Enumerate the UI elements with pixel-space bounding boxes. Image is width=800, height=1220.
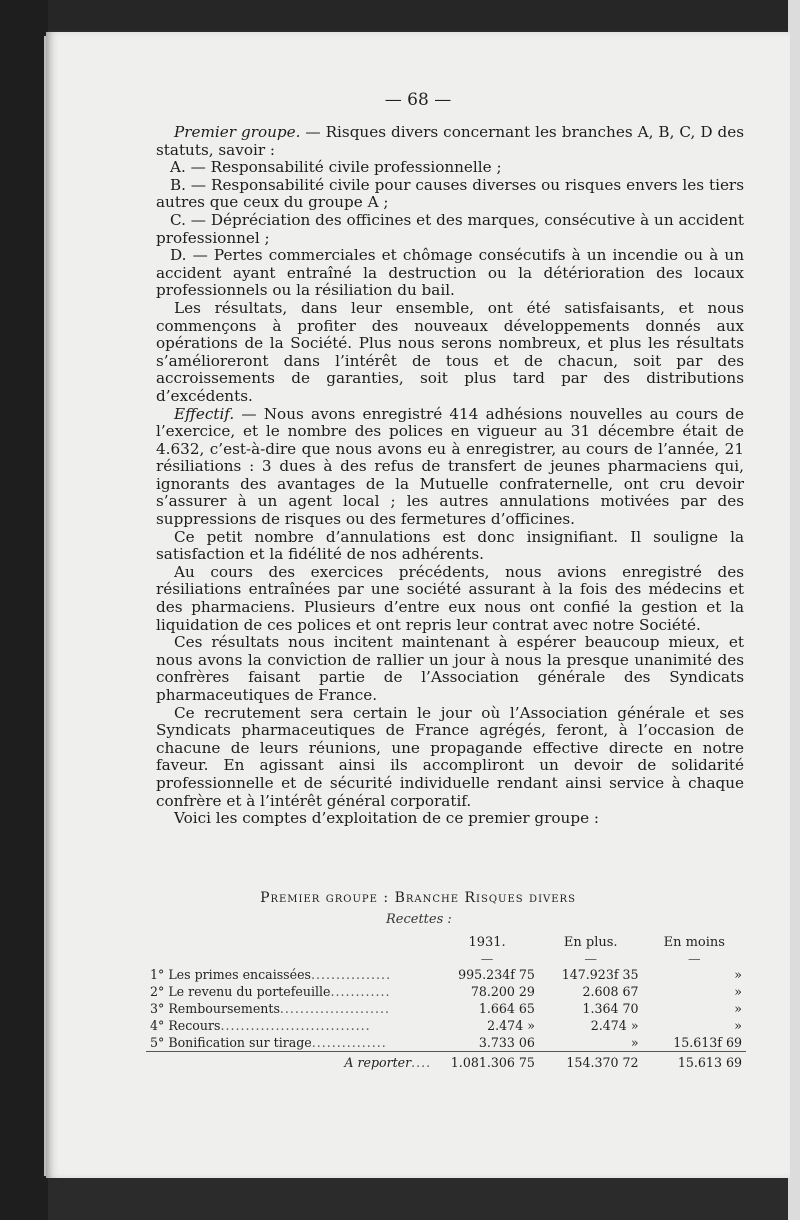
paragraph: C. — Dépréciation des officines et des marques, consécutive à un accident professionnel ; xyxy=(156,210,744,247)
table-row: 3° Remboursements...................... 1.664 65 1.364 70 » xyxy=(150,1001,742,1016)
paragraph: Ces résultats nous incitent maintenant à espérer beaucoup mieux, et nous avons la conviction de rallier un jour à nous la presque unanimité des confrères faisant partie de l’Association générale des Syndicats pharmaceutiques de France. xyxy=(156,633,744,704)
paragraph: B. — Responsabilité civile pour causes diverses ou risques envers les tiers autres que ceux du groupe A ; xyxy=(156,175,744,212)
table-subtitle: Recettes : xyxy=(386,912,452,927)
paragraph: Les résultats, dans leur ensemble, ont été satisfaisants, et nous commençons à profiter des nouveaux développements donnés aux opérations de la Société. Plus nous serons nombreux, et plus les résultats s’amélioreront dans l’intérêt de tous et de chacun, soit par des accroissements de garanties, soit plus tard par des distributions d’excédents. xyxy=(156,298,744,405)
table-row: 5° Bonification sur tirage............... 3.733 06 » 15.613f 69 xyxy=(150,1035,742,1050)
table-row: 2° Le revenu du portefeuille............ 78.200 29 2.608 67 » xyxy=(150,984,742,999)
table-row: 4° Recours.............................. 2.474 » 2.474 » » xyxy=(150,1018,742,1033)
body-text xyxy=(156,124,744,828)
table-dash-row: — — — xyxy=(480,951,701,966)
accounts-table xyxy=(146,932,746,1072)
table-total-row: A reporter.... 1.081.306 75 154.370 72 15.613 69 xyxy=(146,1052,746,1073)
paragraph: A. — Responsabilité civile professionnelle ; xyxy=(170,158,502,177)
paragraph: Ce recrutement sera certain le jour où l’Association générale et ses Syndicats pharmaceutiques de France agrégés, feront, à l’occasion de chacune de leurs réunions, une propagande effective directe en notre faveur. En agissant ainsi ils accompliront un devoir de solidarité professionnelle et de sécurité individuelle rendant ainsi service à chaque confrère et à l’intérêt général corporatif. xyxy=(156,703,744,810)
column-header: 1931. xyxy=(468,934,506,950)
table-title: Premier groupe : Branche Risques divers xyxy=(260,890,576,906)
paragraph: Au cours des exercices précédents, nous avions enregistré des résiliations entraînées par une société assurant à la fois des médecins et des pharmaciens. Plusieurs d’entre eux nous ont confié la gestion et la liquidation de ces polices et ont repris leur contrat avec notre Société. xyxy=(156,562,744,634)
table-row: 1° Les primes encaissées................ 995.234f 75 147.923f 35 » xyxy=(150,967,742,982)
column-header: En moins xyxy=(663,934,725,950)
paragraph: Premier groupe. — Risques divers concernant les branches A, B, C, D des statuts, savoir : xyxy=(156,123,744,159)
paragraph: Ce petit nombre d’annulations est donc insignifiant. Il souligne la satisfaction et la fidélité de nos adhérents. xyxy=(156,527,744,564)
document-page xyxy=(46,32,790,1178)
table-header-row xyxy=(146,932,746,952)
paragraph: Effectif. — Nous avons enregistré 414 adhésions nouvelles au cours de l’exercice, et le nombre des polices en vigueur au 31 décembre était de 4.632, c’est-à-dire que nous avons eu à enregistrer, au cours de l’année, 21 résiliations : 3 dues à des refus de transfert de jeunes pharmaciens qui, ignorants des avantages de la Mutuelle confraternelle, ont cru devoir s’assurer à un agent local ; les autres annulations motivées par des suppressions de risques ou des fermetures d’officines. xyxy=(156,404,744,529)
scan-background-left xyxy=(0,0,48,1220)
page-number: — 68 — xyxy=(384,90,452,110)
paragraph: D. — Pertes commerciales et chômage consécutifs à un incendie ou à un accident ayant entraîné la destruction ou la détérioration des locaux professionnels ou la résiliation du bail. xyxy=(156,246,744,300)
column-header: En plus. xyxy=(563,934,618,950)
paragraph: Voici les comptes d’exploitation de ce premier groupe : xyxy=(174,809,599,828)
scan-background-top xyxy=(0,0,800,30)
